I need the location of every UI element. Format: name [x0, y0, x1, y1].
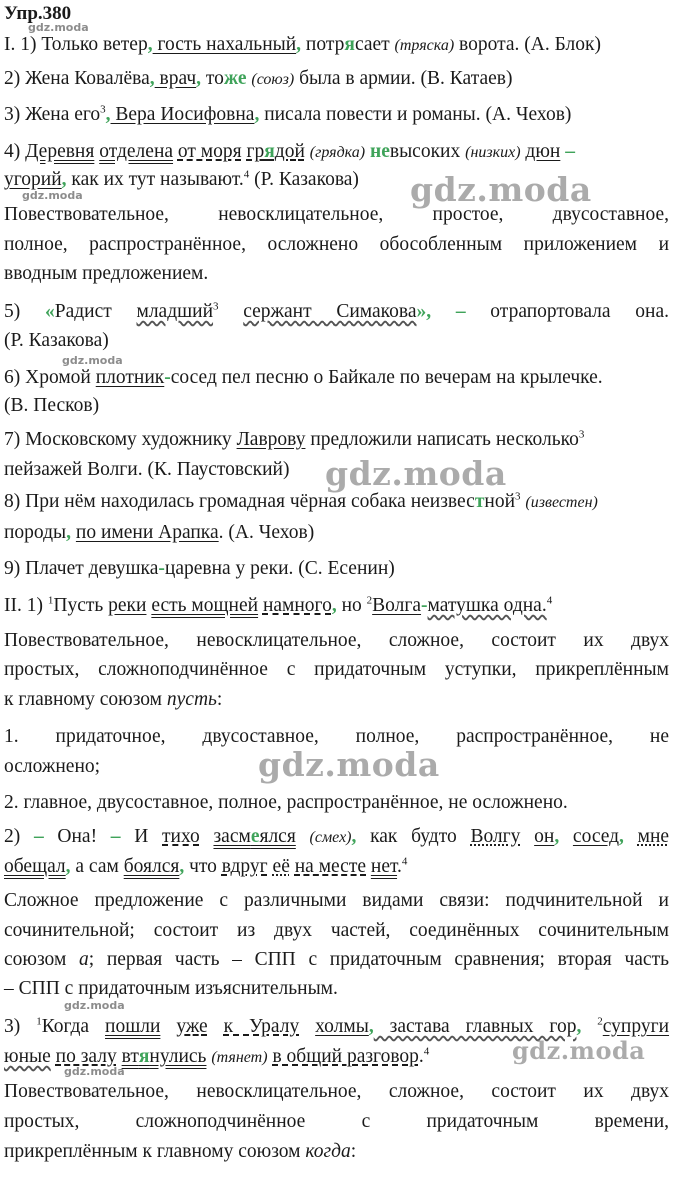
watermark-small: gdz.moda — [62, 354, 123, 367]
analysis-item-2: 2. главное, двусоставное, полное, распространённое, не осложнено. — [4, 792, 568, 813]
sentence-6: 6) Хромой плотник-сосед пел песню о Байкале по вечерам на крылечке. — [4, 367, 603, 388]
analysis-text: союзом а; первая часть – СПП с придаточным сравнения; вторая часть — [4, 949, 669, 970]
analysis-text: простых, сложноподчинённое с придаточным времени, — [4, 1111, 669, 1132]
sentence-8: 8) При нём находилась громадная чёрная собака неизвестной$^3$ (известен) — [4, 490, 598, 512]
watermark-logo: gdz.moda — [325, 454, 507, 493]
analysis-item-1: 1. придаточное, двусоставное, полное, распространённое, не — [4, 726, 669, 747]
sentence-ii-1: II. 1) $^1$Пусть реки есть мощней намного, но $^2$Волга-матушка одна.$^4$ — [4, 594, 553, 616]
sentence-9: 9) Плачет девушка-царевна у реки. (С. Есенин) — [4, 558, 395, 579]
watermark-logo: gdz.moda — [410, 170, 592, 209]
analysis-text: вводным предложением. — [4, 263, 209, 284]
watermark-small: gdz.moda — [64, 999, 125, 1012]
analysis-text: Сложное предложение с различными видами связи: подчинительной и — [4, 890, 669, 911]
analysis-text: сочинительной; состоит из двух частей, соединённых сочинительным — [4, 920, 669, 941]
sentence-8-cont: породы, по имени Арапка. (А. Чехов) — [4, 522, 315, 543]
watermark-small: gdz.moda — [64, 1065, 125, 1078]
analysis-item-1-cont: осложнено; — [4, 756, 101, 777]
analysis-text: прикреплённым к главному союзом когда: — [4, 1141, 357, 1162]
sentence-6-source: (В. Песков) — [4, 395, 100, 416]
sentence-4: 4) Деревня отделена от моря грядой (грядка) невысоких (низких) дюн – — [4, 141, 575, 162]
sentence-3: 3) Жена его$^3$, Вера Иосифовна, писала повести и романы. (А. Чехов) — [4, 103, 572, 125]
sentence-ii-3-cont: юные по залу втянулись (тянет) в общий разговор.$^4$ — [4, 1045, 430, 1067]
sentence-ii-2-cont: обещал, а сам боялся, что вдруг её на месте нет.$^4$ — [4, 855, 408, 877]
sentence-7-cont: пейзажей Волги. (К. Паустовский) — [4, 459, 290, 480]
exercise-title: Упр.380 — [4, 3, 72, 24]
sentence-5: 5) «Радист младший$^3$ сержант Симакова», – отрапортовала она. — [4, 300, 669, 322]
sentence-4-cont: угорий, как их тут называют.$^4$ (Р. Казакова) — [4, 168, 359, 190]
analysis-text: Повествовательное, невосклицательное, сложное, состоит их двух — [4, 1081, 669, 1102]
sentence-7: 7) Московскому художнику Лаврову предложили написать несколько$^3$ — [4, 428, 585, 450]
watermark-small: gdz.moda — [22, 189, 83, 202]
sentence-2: 2) Жена Ковалёва, врач, тоже (союз) была в армии. (В. Катаев) — [4, 68, 513, 89]
analysis-text: Повествовательное, невосклицательное, простое, двусоставное, — [4, 204, 669, 225]
analysis-text: полное, распространённое, осложнено обособленным приложением и — [4, 234, 669, 255]
analysis-text: простых, сложноподчинённое с придаточным уступки, прикреплённым — [4, 659, 669, 680]
watermark-small: gdz.moda — [28, 21, 89, 34]
sentence-1: I. 1) Только ветер, гость нахальный, потрясает (тряска) ворота. (А. Блок) — [4, 34, 601, 55]
sentence-ii-3: 3) $^1$Когда пошли уже к Уралу холмы, застава главных гор, $^2$супруги — [4, 1015, 670, 1037]
watermark-logo: gdz.moda — [512, 1036, 646, 1065]
watermark-logo: gdz.moda — [258, 745, 440, 784]
analysis-text: Повествовательное, невосклицательное, сложное, состоит их двух — [4, 630, 669, 651]
sentence-ii-2: 2) – Она! – И тихо засмеялся (смех), как будто Волгу он, сосед, мне — [4, 826, 670, 847]
sentence-5-source: (Р. Казакова) — [4, 330, 109, 351]
analysis-text: к главному союзом пусть: — [4, 689, 223, 710]
analysis-text: – СПП с придаточным изъяснительным. — [4, 978, 338, 999]
